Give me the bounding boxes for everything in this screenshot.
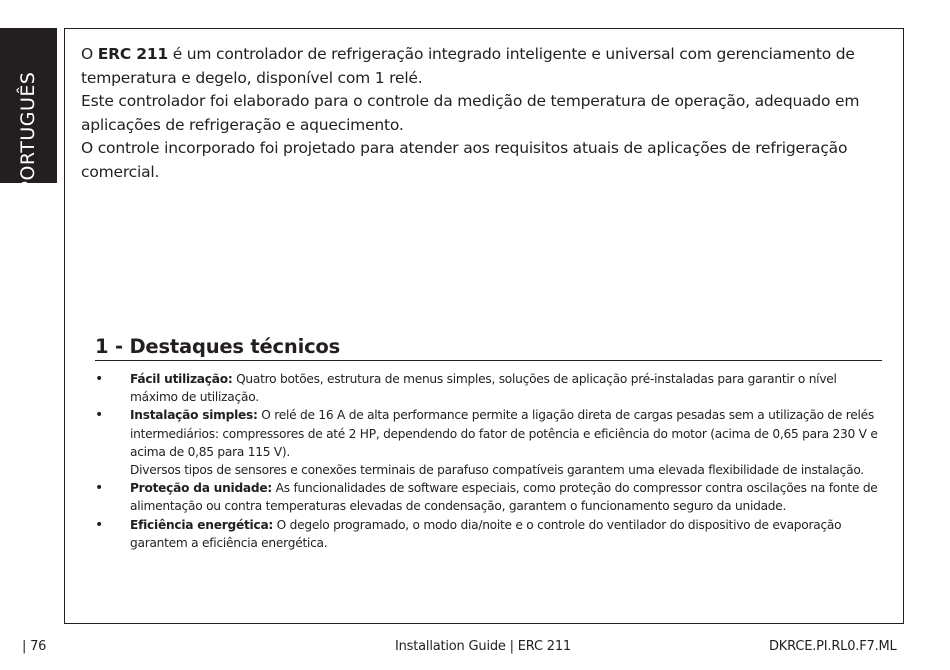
- list-item: [95, 516, 885, 552]
- product-name: ERC 211: [97, 45, 168, 63]
- footer-title: Installation Guide | ERC 211: [395, 639, 571, 654]
- item-extra-text: Diversos tipos de sensores e conexões terminais de parafuso compatíveis garantem uma elevada flexibilidade de instalação.: [130, 463, 864, 478]
- bullet-icon: •: [95, 407, 104, 424]
- item-text: O relé de 16 A de alta performance permite a ligação direta de cargas pesadas sem a utilização de relés intermediários: compressores de até 2 HP, dependendo do fator de potência e eficiência do motor (acima de 0,65 para 230 V e acima de 0,85 para 115 V).: [130, 408, 878, 459]
- item-text: As funcionalidades de software especiais, como proteção do compressor contra oscilações na fonte de alimentação ou contra temperaturas elevadas de condensação, garantem o funcionamento seguro da unidade.: [130, 481, 878, 514]
- intro-prefix: O: [81, 45, 98, 63]
- language-label: PORTUGUÊS: [17, 71, 39, 193]
- item-title: Instalação simples:: [130, 408, 258, 423]
- list-item: [95, 370, 885, 406]
- item-title: Proteção da unidade:: [130, 481, 273, 496]
- intro-text: [81, 43, 881, 184]
- intro-paragraph-1: [81, 43, 881, 90]
- bullet-icon: •: [95, 371, 104, 387]
- item-title: Fácil utilização:: [130, 372, 233, 386]
- language-tab: [0, 28, 57, 193]
- item-title: Eficiência energética:: [130, 517, 274, 532]
- intro-p1-text: é um controlador de refrigeração integrado inteligente e universal com gerenciamento de temperatura e degelo, disponível com 1 relé.: [81, 45, 855, 87]
- bullet-icon: •: [95, 516, 104, 533]
- content-frame: [64, 28, 904, 624]
- item-text: Quatro botões, estrutura de menus simples, soluções de aplicação pré-instaladas para garantir o nível máximo de utilização.: [130, 372, 837, 405]
- document-code: DKRCE.PI.RL0.F7.ML: [769, 639, 897, 654]
- bullet-icon: •: [95, 480, 104, 497]
- intro-paragraph-3: O controle incorporado foi projetado para atender aos requisitos atuais de aplicações de refrigeração comercial.: [81, 139, 848, 181]
- list-item: [95, 479, 885, 515]
- item-text: O degelo programado, o modo dia/noite e o controle do ventilador do dispositivo de evaporação garantem a eficiência energética.: [130, 517, 842, 550]
- intro-paragraph-2: Este controlador foi elaborado para o controle da medição de temperatura de operação, adequado em aplicações de refrigeração e aquecimento.: [81, 92, 860, 134]
- section-heading: 1 - Destaques técnicos: [95, 335, 882, 361]
- page-number: | 76: [22, 639, 47, 654]
- list-item: [95, 406, 885, 479]
- highlights-list: [95, 370, 885, 552]
